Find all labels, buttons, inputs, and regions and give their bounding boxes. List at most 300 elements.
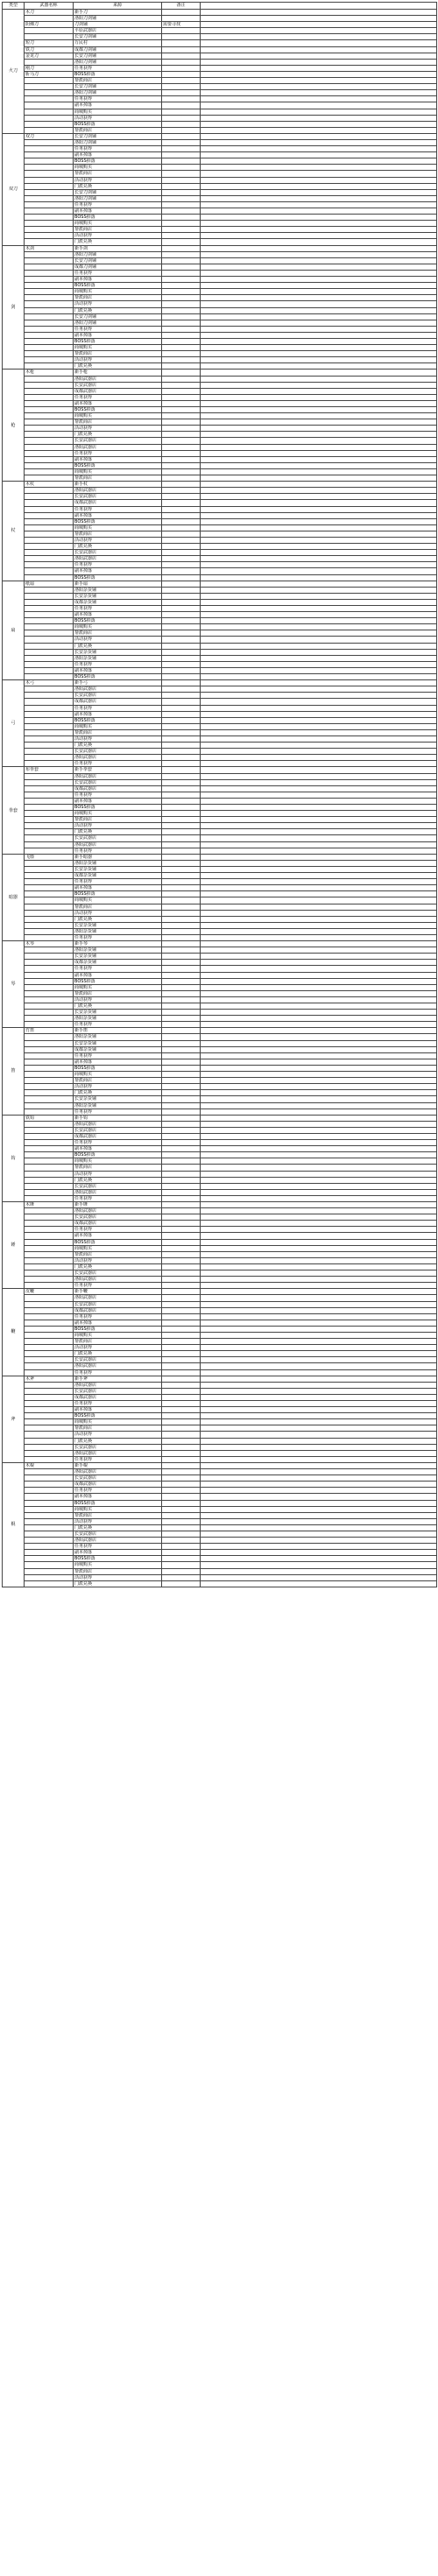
weapon-name-cell [25,841,74,848]
weapon-name-cell [25,537,74,543]
table-row [3,1183,437,1189]
source-cell: 洛阳刀剑铺 [74,195,162,201]
note-cell [162,1016,201,1022]
table-row [3,1065,437,1071]
note-cell [162,1388,201,1394]
note-cell [162,1283,201,1289]
table-row [3,928,437,934]
table-row [3,1140,437,1146]
source-cell: 新手笛 [74,1028,162,1034]
note-cell [162,531,201,537]
extra-cell [201,1040,437,1046]
table-row [3,1195,437,1201]
note-cell [162,419,201,426]
source-cell: 帮派商店 [74,1425,162,1432]
note-cell [162,1580,201,1587]
weapon-name-cell: 木锤 [25,1202,74,1208]
extra-cell [201,482,437,488]
source-cell: 长安刀剑铺 [74,84,162,90]
table-row [3,376,437,382]
extra-cell [201,848,437,854]
extra-cell [201,996,437,1003]
source-cell: 门派兑换 [74,916,162,922]
source-cell: 活动获得 [74,537,162,543]
note-cell [162,1450,201,1456]
extra-cell [201,488,437,494]
source-cell: 长安武器店 [74,1214,162,1221]
note-cell [162,1538,201,1544]
source-cell: 门派兑换 [74,1003,162,1010]
weapon-name-cell: 阴佛刀 [25,22,74,28]
extra-cell [201,34,437,40]
weapon-type-cell: 笛 [3,1028,25,1115]
table-row [3,1494,437,1500]
source-cell: BOSS掉落 [74,215,162,221]
table-row [3,165,437,171]
note-cell [162,133,201,139]
note-cell [162,1115,201,1121]
extra-cell [201,1462,437,1468]
extra-cell [201,1127,437,1133]
extra-cell [201,382,437,388]
table-row [3,277,437,283]
source-cell: 帮派商店 [74,351,162,357]
extra-cell [201,568,437,574]
extra-cell [201,363,437,370]
table-row [3,1357,437,1363]
note-cell [162,860,201,866]
weapon-name-cell [25,1512,74,1518]
source-cell: 洛阳武器店 [74,755,162,761]
table-row [3,1413,437,1419]
extra-cell [201,432,437,438]
note-cell [162,1177,201,1183]
source-cell: 任务获得 [74,848,162,854]
weapon-name-cell [25,183,74,189]
weapon-name-cell: 木枪 [25,370,74,376]
table-row [3,904,437,910]
note-cell [162,823,201,829]
note-cell [162,1469,201,1475]
weapon-name-cell [25,376,74,382]
weapon-name-cell [25,966,74,972]
extra-cell [201,257,437,264]
weapon-name-cell [25,568,74,574]
weapon-name-cell [25,78,74,84]
table-row [3,823,437,829]
table-row [3,612,437,618]
source-cell: 新手琴 [74,941,162,947]
table-row [3,1239,437,1245]
source-cell: 商城购买 [74,1562,162,1568]
source-cell: 长安杂货铺 [74,1096,162,1102]
source-cell: 帮派商店 [74,630,162,637]
extra-cell [201,1096,437,1102]
note-cell [162,139,201,145]
note-cell [162,10,201,16]
note-cell [162,779,201,785]
note-cell [162,574,201,581]
weapon-name-cell [25,1263,74,1270]
table-row [3,96,437,102]
note-cell [162,177,201,183]
weapon-name-cell: 木弓 [25,680,74,686]
source-cell: 长安武器店 [74,693,162,699]
table-row [3,854,437,860]
table-row [3,972,437,978]
note-cell [162,805,201,811]
weapon-name-cell [25,1183,74,1189]
extra-cell [201,1512,437,1518]
note-cell [162,1512,201,1518]
extra-cell [201,618,437,624]
note-cell [162,34,201,40]
source-cell: 洛阳武器店 [74,1295,162,1301]
note-cell [162,1121,201,1127]
weapon-type-cell: 暗器 [3,854,25,940]
source-cell: 成都武器店 [74,1307,162,1313]
table-row [3,1152,437,1158]
extra-cell [201,1556,437,1562]
source-cell: 新手剑 [74,245,162,251]
weapon-name-cell [25,612,74,618]
extra-cell [201,928,437,934]
note-cell [162,165,201,171]
weapon-name-cell [25,215,74,221]
extra-cell [201,934,437,940]
weapon-name-cell [25,1556,74,1562]
source-cell: 门派兑换 [74,1351,162,1357]
note-cell [162,599,201,605]
note-cell [162,866,201,872]
table-row [3,873,437,879]
note-cell [162,1419,201,1425]
table-row [3,1432,437,1438]
weapon-type-cell: 扇 [3,581,25,680]
note-cell [162,1133,201,1139]
source-cell: 门派兑换 [74,363,162,370]
table-row [3,1010,437,1016]
table-row [3,16,437,22]
note-cell [162,71,201,77]
extra-cell [201,879,437,885]
note-cell [162,1301,201,1307]
extra-cell [201,1072,437,1078]
table-row [3,1556,437,1562]
source-cell: 新手刀 [74,10,162,16]
note-cell [162,562,201,568]
note-cell [162,524,201,531]
table-row [3,488,437,494]
table-row [3,947,437,954]
extra-cell [201,1245,437,1251]
weapon-name-cell [25,1251,74,1257]
note-cell [162,1084,201,1090]
weapon-type-cell: 鞭 [3,1289,25,1376]
weapon-name-cell [25,475,74,482]
note-cell [162,1462,201,1468]
extra-cell [201,990,437,996]
extra-cell [201,550,437,556]
extra-cell [201,419,437,426]
table-row [3,885,437,891]
source-cell: 活动获得 [74,1257,162,1263]
weapon-name-cell [25,624,74,630]
source-cell: 长安武器店 [74,494,162,500]
source-cell: 活动获得 [74,735,162,742]
source-cell: 长安武器店 [74,835,162,841]
extra-cell [201,1084,437,1090]
table-row [3,1475,437,1482]
note-cell [162,544,201,550]
weapon-name-cell [25,743,74,749]
table-row [3,1121,437,1127]
table-row [3,1450,437,1456]
source-cell: BOSS掉落 [74,717,162,723]
extra-cell [201,841,437,848]
extra-cell [201,574,437,581]
table-row [3,599,437,605]
table-row [3,798,437,804]
extra-cell [201,115,437,121]
source-cell: 帮派商店 [74,475,162,482]
source-cell: BOSS掉落 [74,891,162,897]
note-cell [162,1369,201,1376]
note-cell [162,233,201,239]
source-cell: 任务获得 [74,792,162,798]
table-row [3,1115,437,1121]
extra-cell [201,749,437,755]
weapon-name-cell [25,1500,74,1506]
extra-cell [201,817,437,823]
weapon-name-cell [25,934,74,940]
weapon-name-cell [25,531,74,537]
source-cell: 万民村 [74,40,162,46]
weapon-name-cell [25,1158,74,1165]
source-cell: 任务获得 [74,96,162,102]
weapon-name-cell [25,574,74,581]
weapon-name-cell [25,693,74,699]
weapon-name-cell [25,332,74,338]
source-cell: BOSS掉落 [74,283,162,289]
note-cell [162,785,201,792]
extra-cell [201,388,437,394]
weapon-name-cell [25,456,74,462]
table-row [3,1127,437,1133]
extra-cell [201,1052,437,1059]
extra-cell [201,59,437,65]
extra-cell [201,1388,437,1394]
weapon-name-cell [25,295,74,301]
table-row [3,817,437,823]
note-cell [162,910,201,916]
extra-cell [201,581,437,587]
weapon-name-cell [25,792,74,798]
weapon-type-cell: 杖 [3,482,25,581]
weapon-name-cell [25,121,74,127]
table-row [3,1518,437,1524]
extra-cell [201,637,437,643]
source-cell: 长安武器店 [74,1270,162,1277]
extra-cell [201,891,437,897]
extra-cell [201,1425,437,1432]
weapon-name-cell [25,1531,74,1537]
weapon-type-cell: 棍 [3,1462,25,1587]
source-cell: 洛阳武器店 [74,773,162,779]
extra-cell [201,394,437,400]
weapon-name-cell [25,717,74,723]
extra-cell [201,1227,437,1233]
table-row [3,270,437,276]
table-row [3,996,437,1003]
weapon-name-cell [25,1195,74,1201]
note-cell [162,873,201,879]
source-cell: 任务获得 [74,761,162,767]
extra-cell [201,307,437,313]
weapon-name-cell: 纸扇 [25,581,74,587]
table-row [3,1568,437,1574]
source-cell: 长安刀剑铺 [74,313,162,320]
note-cell [162,954,201,960]
table-row [3,910,437,916]
source-cell: 新手扇 [74,581,162,587]
note-cell [162,1556,201,1562]
weapon-name-cell [25,1382,74,1388]
note-cell [162,749,201,755]
extra-cell [201,562,437,568]
source-cell: 副本掉落 [74,102,162,109]
note-cell [162,146,201,152]
extra-cell [201,96,437,102]
source-cell: 帮派商店 [74,171,162,177]
weapon-name-cell [25,16,74,22]
table-row [3,916,437,922]
source-cell: 长安刀剑铺 [74,133,162,139]
extra-cell [201,1394,437,1400]
weapon-name-cell [25,227,74,233]
table-row [3,1022,437,1028]
source-cell: 商城购买 [74,468,162,475]
note-cell [162,947,201,954]
table-row [3,941,437,947]
weapon-name-cell [25,773,74,779]
table-row [3,215,437,221]
note-cell [162,1351,201,1357]
extra-cell [201,28,437,34]
table-row [3,1052,437,1059]
extra-cell [201,1239,437,1245]
extra-cell [201,1531,437,1537]
extra-cell [201,289,437,295]
extra-cell [201,947,437,954]
table-row [3,1251,437,1257]
table-row [3,78,437,84]
weapon-name-cell [25,990,74,996]
note-cell [162,16,201,22]
weapon-name-cell [25,189,74,195]
table-row [3,1512,437,1518]
extra-cell [201,1028,437,1034]
note-cell [162,1482,201,1488]
table-row [3,1407,437,1413]
table-row [3,729,437,735]
table-row [3,1016,437,1022]
note-cell [162,916,201,922]
table-row [3,171,437,177]
source-cell: 活动获得 [74,1574,162,1580]
weapon-name-cell [25,1046,74,1052]
table-row [3,345,437,351]
table-row [3,1295,437,1301]
weapon-name-cell [25,289,74,295]
weapon-name-cell [25,171,74,177]
note-cell [162,630,201,637]
note-cell [162,488,201,494]
source-cell: 长安杂货铺 [74,1040,162,1046]
weapon-name-cell: 短刀 [25,40,74,46]
note-cell [162,221,201,227]
note-cell [162,1313,201,1320]
table-row [3,761,437,767]
table-row [3,22,437,28]
weapon-name-cell [25,960,74,966]
note-cell [162,84,201,90]
note-cell [162,960,201,966]
weapon-name-cell [25,904,74,910]
source-cell: 新手斧 [74,1376,162,1382]
table-row [3,860,437,866]
table-row [3,1307,437,1313]
weapon-name-cell [25,735,74,742]
table-row [3,195,437,201]
table-row [3,245,437,251]
table-row [3,1078,437,1084]
source-cell: 商城购买 [74,524,162,531]
weapon-name-cell [25,1413,74,1419]
extra-cell [201,201,437,208]
extra-cell [201,643,437,649]
source-cell: 任务获得 [74,450,162,456]
extra-cell [201,1357,437,1363]
table-row [3,767,437,773]
source-cell: 门派兑换 [74,1524,162,1531]
source-cell: 帮派商店 [74,904,162,910]
note-cell [162,811,201,817]
extra-cell [201,165,437,171]
extra-cell [201,1419,437,1425]
source-cell: 成都武器店 [74,500,162,506]
source-cell: 商城购买 [74,1158,162,1165]
extra-cell [201,251,437,257]
note-cell [162,655,201,661]
table-row [3,1171,437,1177]
source-cell: 长安刀剑铺 [74,34,162,40]
source-cell: 长安武器店 [74,1444,162,1450]
table-row [3,1059,437,1065]
extra-cell [201,1488,437,1494]
note-cell [162,1102,201,1109]
note-cell [162,1028,201,1034]
note-cell [162,1357,201,1363]
weapon-name-cell [25,667,74,673]
weapon-name-cell [25,1524,74,1531]
extra-cell [201,773,437,779]
note-cell [162,438,201,444]
weapon-name-cell [25,59,74,65]
weapon-name-cell [25,785,74,792]
source-cell: 商城购买 [74,1072,162,1078]
weapon-name-cell [25,928,74,934]
